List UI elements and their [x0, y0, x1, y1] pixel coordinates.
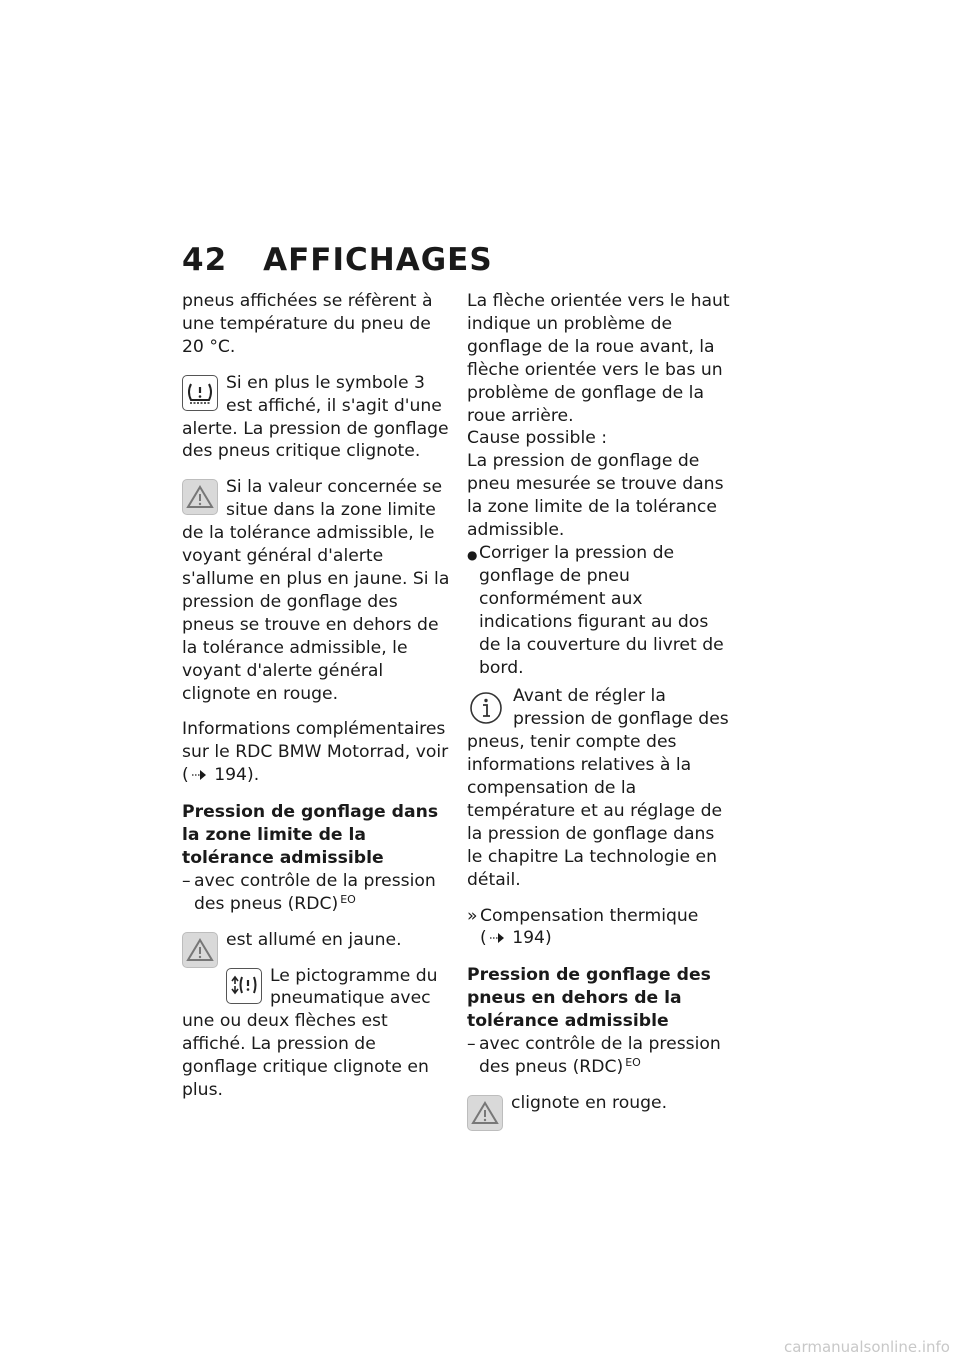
page-header: [182, 242, 493, 278]
left-column: [182, 290, 454, 1102]
dash-list-item: – avec contrôle de la pression des pneus (RDC) $^{EO}$: [467, 1034, 721, 1077]
page-reference[interactable]: 194: [512, 928, 545, 949]
paragraph: La flèche orientée vers le haut indique un problème de gonflage de la roue avant, la flèche orientée vers le bas un problème de gonflage de la roue arrière.: [467, 291, 730, 426]
more-info-paragraph: Informations complémentaires sur le RDC BMW Motorrad, voir ( 194).: [182, 718, 454, 788]
warning-triangle-icon: [467, 1095, 503, 1131]
warning-triangle-icon: [182, 479, 218, 515]
see-also-item: » Compensation thermique ( 194): [467, 905, 735, 952]
paragraph: La pression de gonflage de pneu mesurée se trouve dans la zone limite de la tolérance admissible.: [467, 451, 724, 541]
paragraph: est allumé en jaune.: [226, 929, 402, 950]
equipment-superscript: EO: [340, 892, 356, 906]
yellow-warning-note: [182, 929, 454, 952]
watermark: carmanualsonline.info: [784, 1338, 950, 1356]
bullet-list-item: ● Corriger la pression de gonflage de pneu conformément aux indications figurant au dos de la couverture du livret de bord.: [467, 542, 724, 678]
equipment-superscript: EO: [625, 1056, 641, 1069]
general-warning-note: [182, 476, 454, 705]
paragraph: Si la valeur concernée se situe dans la zone limite de la tolérance admissible, le voyant général d'alerte s'allume en plus en jaune. Si la pression de gonflage des pneus se trouve en dehors de la tolérance admissible, le voyant d'alerte général clignote en rouge.: [182, 477, 450, 704]
paragraph: Avant de régler la pression de gonflage des pneus, tenir compte des informations relatives à la compensation de la température et au réglage de la pression de gonflage dans le chapitre La technologie en détail.: [467, 686, 729, 890]
tire-pressure-icon: [182, 375, 218, 411]
page-reference-arrow-icon: [489, 928, 505, 951]
info-note: [467, 685, 735, 891]
page-number: 42: [182, 242, 228, 278]
cause-label: Cause possible :: [467, 428, 608, 449]
page-reference-arrow-icon: [191, 765, 207, 788]
page-reference[interactable]: 194: [214, 765, 247, 786]
dash-list-item: – avec contrôle de la pression des pneus (RDC) $^{EO}$: [182, 870, 436, 914]
red-warning-note: [467, 1092, 735, 1115]
chapter-title: AFFICHAGES: [263, 242, 493, 278]
warning-triangle-icon: [182, 932, 218, 968]
info-icon: [467, 688, 505, 728]
tire-arrows-note: [182, 965, 454, 1102]
tire-pressure-arrows-icon: [226, 968, 262, 1004]
paragraph: pneus affichées se réfèrent à une température du pneu de 20 °C.: [182, 291, 433, 357]
section-heading: Pression de gonflage des pneus en dehors de la tolérance admissible: [467, 965, 711, 1032]
tire-pressure-warning-note: [182, 372, 454, 464]
paragraph: Si en plus le symbole 3 est affiché, il s'agit d'une alerte. La pression de gonflage des pneus critique clignote.: [182, 372, 449, 462]
paragraph: clignote en rouge.: [511, 1092, 668, 1113]
paragraph: Le pictogramme du pneumatique avec une ou deux flèches est affiché. La pression de gonflage critique clignote en plus.: [182, 965, 438, 1101]
section-heading: Pression de gonflage dans la zone limite de la tolérance admissible: [182, 802, 439, 868]
right-column: [467, 290, 735, 1133]
